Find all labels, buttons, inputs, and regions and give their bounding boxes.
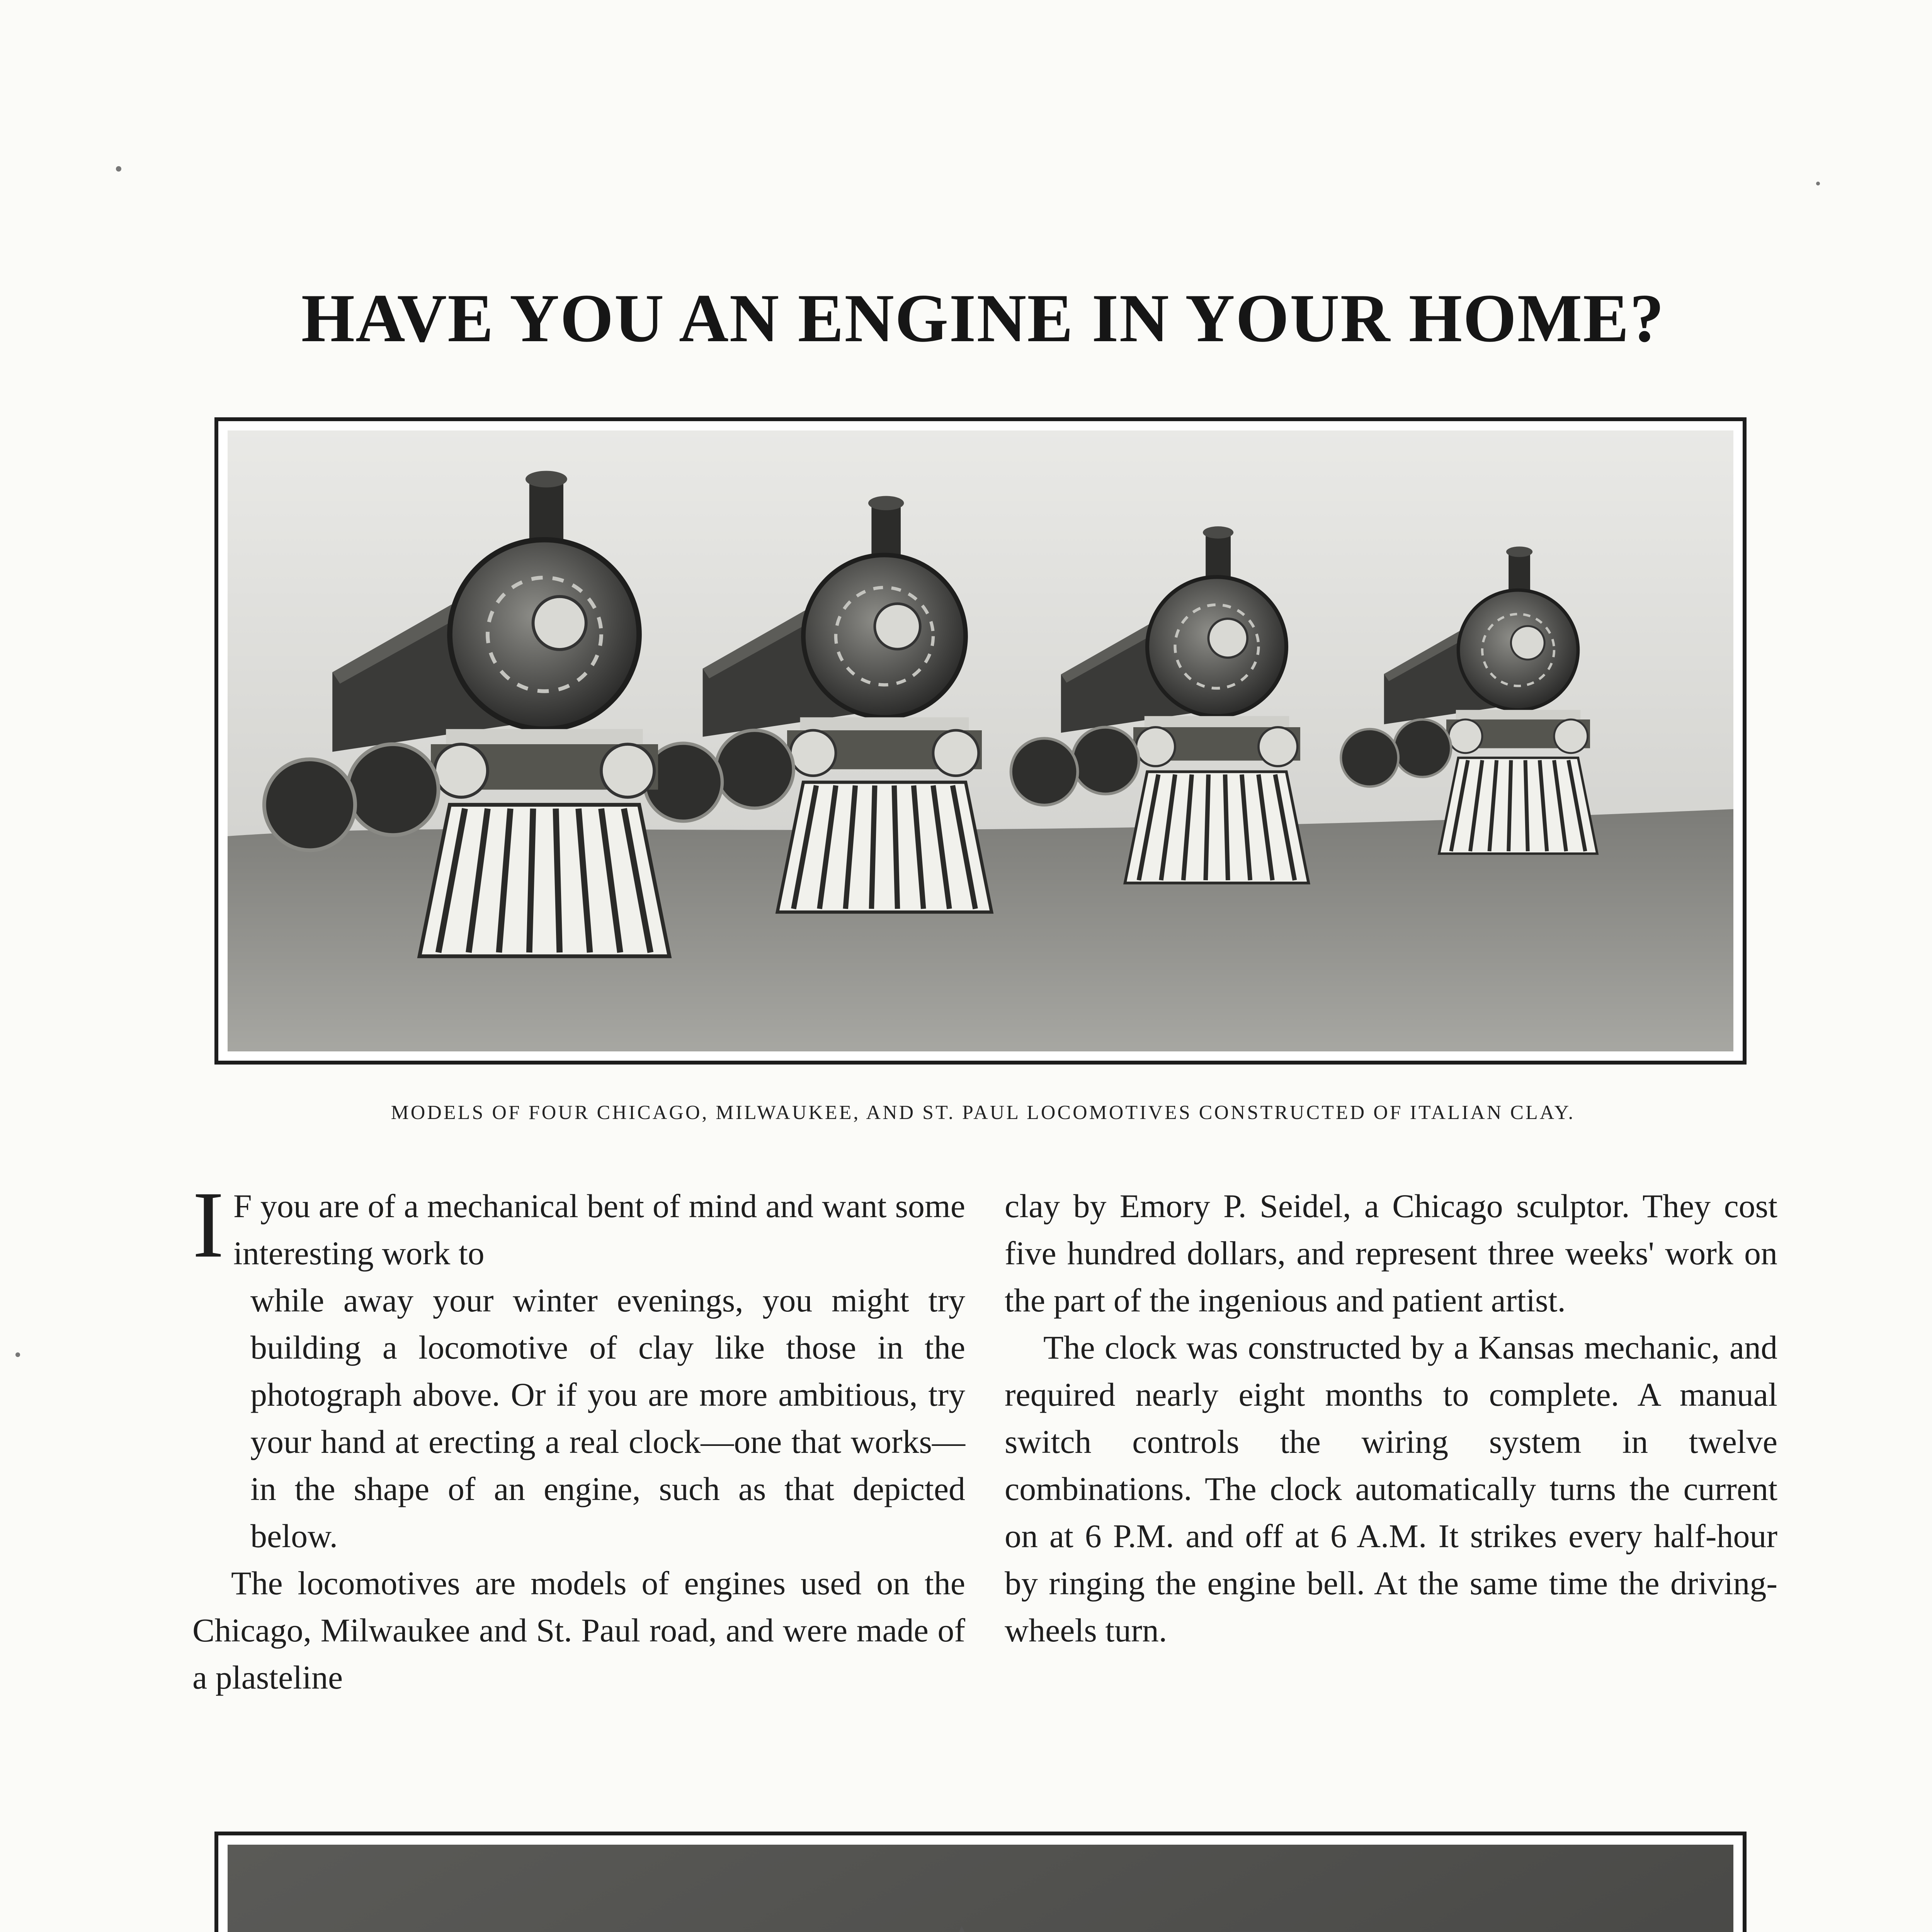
locomotive-models-image <box>228 430 1733 1051</box>
paragraph-1-lead: F you are of a mechanical bent of mind and want some interesting work to <box>233 1187 965 1272</box>
scan-speck <box>1816 182 1820 185</box>
paragraph-2-continued: clay by Emory P. Seidel, a Chicago sculptor. They cost five hundred dollars, and represent three weeks' work on the part of the ingenious and patient artist. <box>1005 1187 1777 1319</box>
paragraph-1 <box>192 1172 965 1560</box>
paragraph-2: The locomotives are models of engines used on the Chicago, Milwaukee and St. Paul road, and were made of a plasteline <box>192 1565 965 1696</box>
paragraph-1-rest: while away your winter evenings, you might try building a locomotive of clay like those in the photograph above. Or if you are more ambitious, try your hand at erecting a real clock—one that works—in the shape of an engine, such as that depicted below. <box>250 1282 965 1554</box>
page-title: HAVE YOU AN ENGINE IN YOUR HOME? <box>301 280 1665 356</box>
scan-speck <box>116 166 121 172</box>
scan-speck <box>15 1352 20 1357</box>
figure-caption-top: MODELS OF FOUR CHICAGO, MILWAUKEE, AND ST. PAUL LOCOMOTIVES CONSTRUCTED OF ITALIAN CLAY. <box>391 1102 1575 1124</box>
article-column-right <box>1005 1182 1777 1654</box>
locomotive-clock-image <box>228 1845 1733 1932</box>
locomotive-models-photo <box>214 417 1747 1065</box>
locomotive-clock-photo <box>214 1832 1747 1932</box>
paragraph-3: The clock was constructed by a Kansas mechanic, and required nearly eight months to complete. A manual switch controls the wiring system in twelve combinations. The clock automatically turns the current on at 6 P.M. and off at 6 A.M. It strikes every half-hour by ringing the engine bell. At the same time the driving-wheels turn. <box>1005 1329 1777 1649</box>
article-column-left <box>192 1172 965 1701</box>
drop-cap: I <box>192 1172 224 1277</box>
